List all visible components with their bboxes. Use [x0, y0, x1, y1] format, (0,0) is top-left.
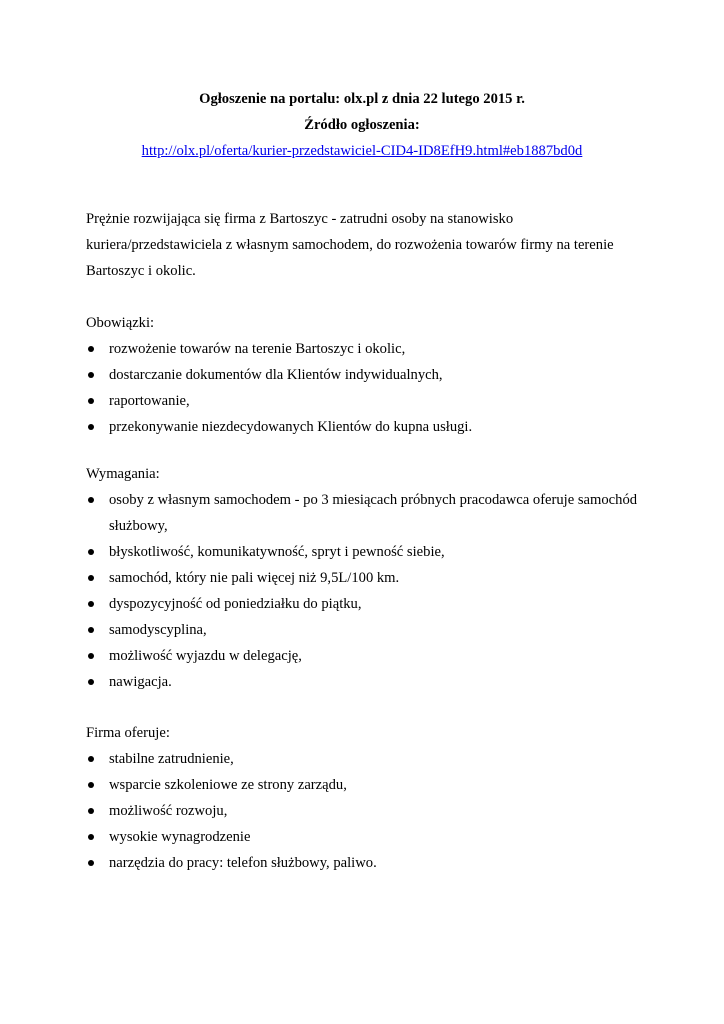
list-item: raportowanie,	[86, 388, 646, 414]
list-item: osoby z własnym samochodem - po 3 miesiącach próbnych pracodawca oferuje samochód służbowy,	[86, 487, 646, 539]
list-item: rozwożenie towarów na terenie Bartoszyc i okolic,	[86, 336, 646, 362]
list-item: przekonywanie niezdecydowanych Klientów do kupna usługi.	[86, 414, 646, 440]
list-item: narzędzia do pracy: telefon służbowy, paliwo.	[86, 850, 646, 876]
list-item: samodyscyplina,	[86, 617, 646, 643]
requirements-title: Wymagania:	[86, 466, 160, 482]
bullet-icon	[88, 782, 94, 788]
list-item: samochód, który nie pali więcej niż 9,5L/100 km.	[86, 565, 646, 591]
benefits-section	[86, 720, 646, 876]
source-label: Źródło ogłoszenia:	[304, 117, 420, 133]
document-header	[0, 86, 724, 164]
bullet-icon	[88, 627, 94, 633]
duties-title: Obowiązki:	[86, 315, 155, 331]
requirements-list	[86, 487, 646, 695]
duties-section	[86, 310, 646, 440]
intro-paragraph: Prężnie rozwijająca się firma z Bartoszyc - zatrudni osoby na stanowisko kuriera/przedstawiciela z własnym samochodem, do rozwożenia towarów firmy na terenie Bartoszyc i okolic.	[86, 211, 614, 279]
bullet-icon	[88, 679, 94, 685]
source-link[interactable]: http://olx.pl/oferta/kurier-przedstawiciel-CID4-ID8EfH9.html#eb1887bd0d	[141, 143, 583, 159]
list-item: możliwość rozwoju,	[86, 798, 646, 824]
benefits-title: Firma oferuje:	[86, 725, 170, 741]
list-item: nawigacja.	[86, 669, 646, 695]
bullet-icon	[88, 653, 94, 659]
bullet-icon	[88, 601, 94, 607]
bullet-icon	[88, 575, 94, 581]
intro-section	[86, 206, 646, 284]
list-item: dostarczanie dokumentów dla Klientów indywidualnych,	[86, 362, 646, 388]
bullet-icon	[88, 424, 94, 430]
bullet-icon	[88, 860, 94, 866]
list-item: błyskotliwość, komunikatywność, spryt i pewność siebie,	[86, 539, 646, 565]
list-item: możliwość wyjazdu w delegację,	[86, 643, 646, 669]
duties-list	[86, 336, 646, 440]
bullet-icon	[88, 808, 94, 814]
bullet-icon	[88, 398, 94, 404]
list-item: wysokie wynagrodzenie	[86, 824, 646, 850]
bullet-icon	[88, 497, 94, 503]
requirements-section	[86, 461, 646, 695]
list-item: dyspozycyjność od poniedziałku do piątku,	[86, 591, 646, 617]
source-portal-line: Ogłoszenie na portalu: olx.pl z dnia 22 lutego 2015 r.	[199, 91, 525, 107]
list-item: stabilne zatrudnienie,	[86, 746, 646, 772]
bullet-icon	[88, 549, 94, 555]
bullet-icon	[88, 756, 94, 762]
list-item: wsparcie szkoleniowe ze strony zarządu,	[86, 772, 646, 798]
benefits-list	[86, 746, 646, 876]
bullet-icon	[88, 346, 94, 352]
bullet-icon	[88, 372, 94, 378]
bullet-icon	[88, 834, 94, 840]
